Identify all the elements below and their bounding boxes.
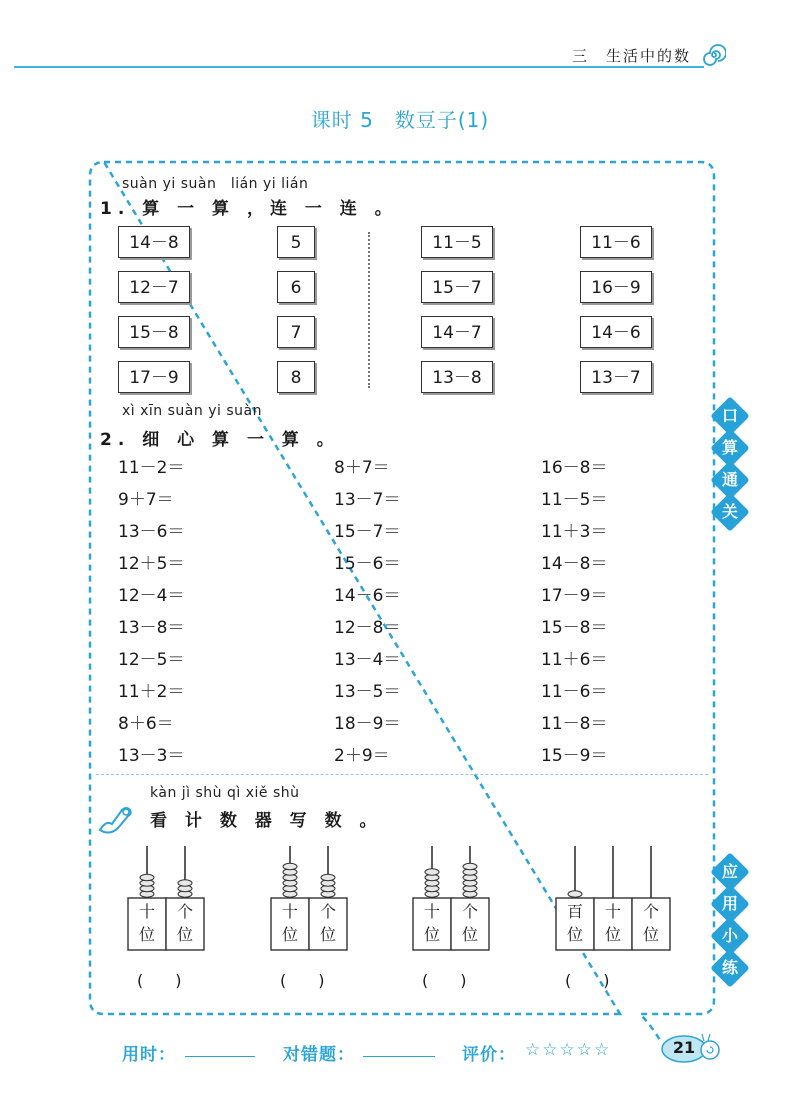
q1-right-expr[interactable]: 13－8 [421,361,493,393]
calc-item[interactable]: 13－7＝ [334,490,401,510]
side-tab-label: 小 [721,926,738,945]
side-tab-label: 关 [721,502,738,521]
unit-label: 三 生活中的数 [572,47,692,65]
time-blank[interactable] [185,1056,255,1057]
q1-title: 1. 算 一 算 ，连 一 连 。 [100,199,398,219]
side-tab-label: 应 [721,862,738,881]
calc-item[interactable]: 11－2＝ [118,458,185,478]
whistle-icon [96,800,136,836]
abacus-bead [463,863,477,869]
calc-item[interactable]: 11－8＝ [541,714,608,734]
abacus-place-label: 位 [566,925,583,944]
calc-item[interactable]: 13－6＝ [118,522,185,542]
calc-item[interactable]: 13－4＝ [334,650,401,670]
q2-pinyin: xì xīn suàn yi suàn [122,403,262,419]
rating-label: 评价： [462,1045,516,1065]
side-tab-label: 通 [721,470,738,489]
q1-answer-box[interactable]: 7 [277,316,315,348]
calc-item[interactable]: 13－5＝ [334,682,401,702]
abacus-place-label: 十 [281,902,298,921]
calc-item[interactable]: 8＋6＝ [118,714,174,734]
abacus-bead [321,874,335,880]
q1-right-expr[interactable]: 14－7 [421,316,493,348]
time-label: 用时： [122,1045,176,1065]
calc-item[interactable]: 15－7＝ [334,522,401,542]
calc-item[interactable]: 2＋9＝ [334,746,390,766]
calc-item[interactable]: 17－9＝ [541,586,608,606]
q1-left-expr[interactable]: 12－7 [118,271,190,303]
q1-answer-box[interactable]: 5 [277,226,315,258]
side-tab-label: 练 [721,958,738,977]
side-tab-label: 口 [721,406,738,425]
calc-item[interactable]: 11－6＝ [541,682,608,702]
q1-left-expr[interactable]: 17－9 [118,361,190,393]
calc-item[interactable]: 8＋7＝ [334,458,390,478]
answer-blank[interactable]: ( ) [137,971,182,990]
abacus-place-label: 位 [604,925,621,944]
lesson-title: 课时 5 数豆子(1) [310,108,490,132]
abacus-place-label: 个 [176,902,193,921]
abacus-place-label: 十 [423,902,440,921]
calc-item[interactable]: 16－8＝ [541,458,608,478]
calc-item[interactable]: 12－8＝ [334,618,401,638]
q1-right-expr[interactable]: 14－6 [580,316,652,348]
q1-right-expr[interactable]: 13－7 [580,361,652,393]
section-divider [96,774,708,775]
abacus-bead [283,863,297,869]
correct-blank[interactable] [363,1056,435,1057]
q1-pinyin: suàn yi suàn lián yi lián [122,176,309,192]
answer-blank[interactable]: ( ) [422,971,467,990]
calc-item[interactable]: 13－8＝ [118,618,185,638]
abacus-place-label: 位 [176,925,193,944]
abacus-bead [140,874,154,880]
calc-item[interactable]: 11＋3＝ [541,522,608,542]
abacus-place-label: 百 [566,902,583,921]
abacus-bead [178,880,192,886]
calc-item[interactable]: 11＋6＝ [541,650,608,670]
abacus-place-label: 个 [319,902,336,921]
answer-blank[interactable]: ( ) [565,971,610,990]
rating-stars[interactable]: ☆☆☆☆☆ [525,1040,612,1060]
q1-divider [368,232,370,388]
calc-item[interactable]: 11＋2＝ [118,682,185,702]
side-tab-label: 用 [721,894,738,913]
calc-item[interactable]: 12－4＝ [118,586,185,606]
q3-pinyin: kàn jì shù qì xiě shù [150,785,300,801]
q1-right-expr[interactable]: 11－6 [580,226,652,258]
calc-item[interactable]: 15－9＝ [541,746,608,766]
q1-right-expr[interactable]: 15－7 [421,271,493,303]
abacus-place-label: 位 [461,925,478,944]
q1-right-expr[interactable]: 16－9 [580,271,652,303]
abacus-place-label: 个 [461,902,478,921]
calc-item[interactable]: 11－5＝ [541,490,608,510]
abacus-place-label: 十 [138,902,155,921]
q2-title: 2. 细 心 算 一 算 。 [100,430,340,450]
calc-item[interactable]: 12＋5＝ [118,554,185,574]
abacus-place-label: 位 [319,925,336,944]
calc-item[interactable]: 18－9＝ [334,714,401,734]
abacus-place-label: 位 [642,925,659,944]
side-tab [710,948,750,988]
side-tab [710,492,750,532]
calc-item[interactable]: 15－8＝ [541,618,608,638]
abacus-place-label: 位 [281,925,298,944]
calc-item[interactable]: 13－3＝ [118,746,185,766]
abacus-bead [425,869,439,875]
q1-left-expr[interactable]: 15－8 [118,316,190,348]
abacus-place-label: 个 [642,902,659,921]
calc-item[interactable]: 12－5＝ [118,650,185,670]
q1-answer-box[interactable]: 8 [277,361,315,393]
q1-left-expr[interactable]: 14－8 [118,226,190,258]
calc-item[interactable]: 14－6＝ [334,586,401,606]
side-tab-label: 算 [721,438,738,457]
q1-answer-box[interactable]: 6 [277,271,315,303]
q1-right-expr[interactable]: 11－5 [421,226,493,258]
abacus-place-label: 位 [138,925,155,944]
calc-item[interactable]: 14－8＝ [541,554,608,574]
correct-label: 对错题： [283,1045,355,1065]
abacus-place-label: 十 [604,902,621,921]
calc-item[interactable]: 15－6＝ [334,554,401,574]
abacus-place-label: 位 [423,925,440,944]
calc-item[interactable]: 9＋7＝ [118,490,174,510]
answer-blank[interactable]: ( ) [280,971,325,990]
q3-title: 看 计 数 器 写 数 。 [150,811,383,831]
page-number: 21 [672,1038,696,1057]
abacus-bead [568,891,582,897]
